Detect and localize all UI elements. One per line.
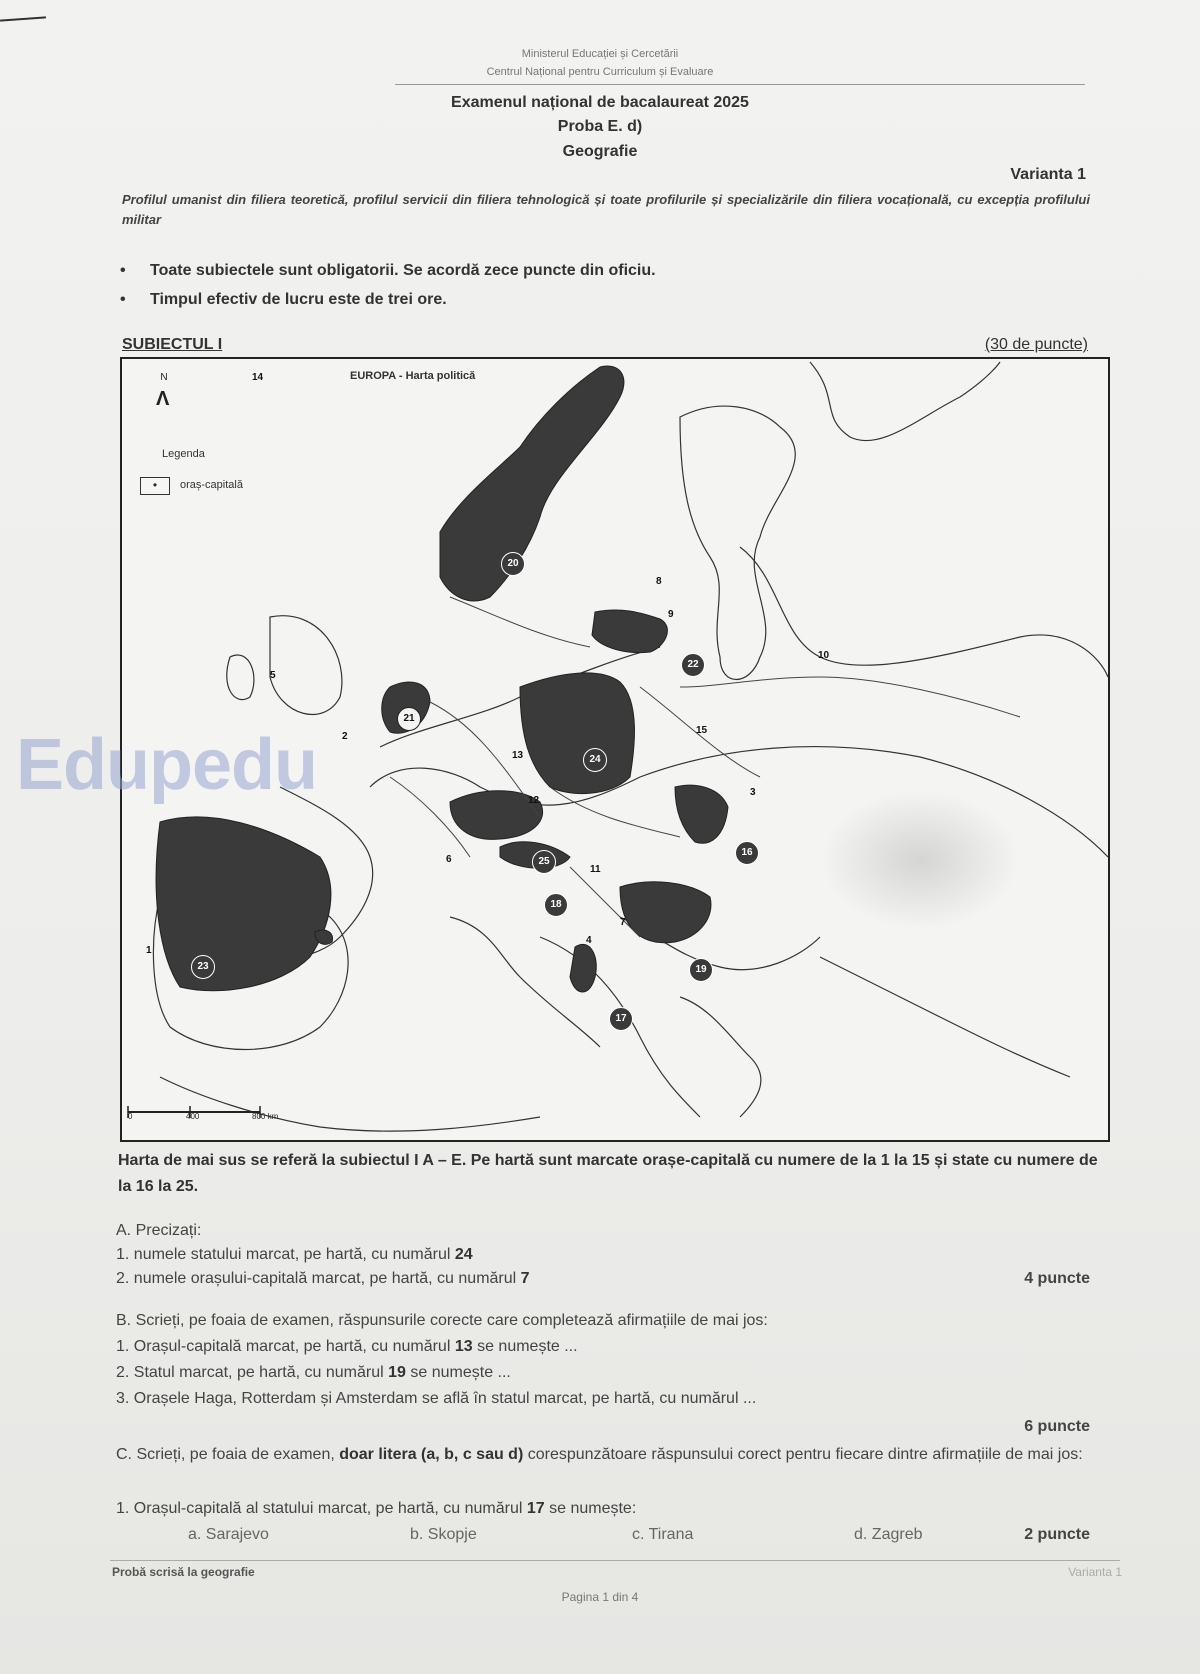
section-b-title xyxy=(116,1312,768,1330)
section-b-q1 xyxy=(116,1338,578,1356)
state-label-20: 20 xyxy=(501,552,525,576)
exam-title: Examenul național de bacalaureat 2025 xyxy=(451,94,749,111)
section-b-q2-num: 19 xyxy=(388,1364,406,1381)
capital-label-6: 6 xyxy=(446,854,452,865)
option-a: a. Sarajevo xyxy=(188,1526,269,1543)
page-shadow xyxy=(820,790,1020,930)
capital-label-12: 12 xyxy=(528,795,540,806)
state-label-22: 22 xyxy=(681,653,705,677)
profile-description: Profilul umanist din filiera teoretică, profilul servicii din filiera tehnologică și toate profilurile și specializările din filiera vocațională, cu excepția profilului militar xyxy=(122,192,1090,227)
edupedu-watermark: Edupedu xyxy=(16,725,317,805)
state-label-23: 23 xyxy=(191,955,215,979)
section-c-title-bold: doar litera (a, b, c sau d) xyxy=(339,1446,524,1463)
section-b-q2-suffix: se numește ... xyxy=(405,1364,511,1381)
capital-label-11: 11 xyxy=(590,864,601,875)
section-b-q1-num: 13 xyxy=(454,1338,473,1355)
capital-label-15: 15 xyxy=(696,725,708,736)
footer-left: Probă scrisă la geografie xyxy=(112,1565,255,1579)
ministry-name: Ministerul Educației și Cercetării xyxy=(521,48,679,60)
capital-label-8: 8 xyxy=(656,576,662,587)
section-a-title-text: A. Precizați: xyxy=(116,1222,202,1239)
capital-label-5: 5 xyxy=(270,670,276,681)
section-b-q3: 3. Orașele Haga, Rotterdam și Amsterdam se află în statul marcat, pe hartă, cu numărul ... xyxy=(116,1390,757,1407)
section-a-title xyxy=(116,1222,201,1240)
subject-one-title: SUBIECTUL I xyxy=(122,336,223,353)
page-number: Pagina 1 din 4 xyxy=(561,1590,639,1604)
section-a-q2 xyxy=(116,1270,530,1288)
exam-rules xyxy=(120,262,656,320)
section-b-q1-text: 1. Orașul-capitală marcat, pe hartă, cu numărul xyxy=(116,1338,455,1355)
subject-title: Geografie xyxy=(562,143,638,160)
capital-label-3: 3 xyxy=(750,787,756,798)
footer-divider xyxy=(110,1560,1120,1561)
section-c-points: 2 puncte xyxy=(1024,1526,1090,1543)
header-divider xyxy=(395,84,1085,85)
rule-item: • Toate subiectele sunt obligatorii. Se acordă zece puncte din oficiu. xyxy=(120,262,656,291)
option-d: d. Zagreb xyxy=(854,1526,923,1543)
state-label-21: 21 xyxy=(397,707,421,731)
capital-label-2: 2 xyxy=(342,731,348,742)
north-arrow-icon: Λ xyxy=(156,388,170,410)
capital-label-7: 7 xyxy=(620,917,626,928)
scale-label: 800 km xyxy=(252,1112,279,1121)
north-label: N xyxy=(160,372,168,383)
capital-label-10: 10 xyxy=(818,650,830,661)
state-label-17: 17 xyxy=(609,1007,633,1031)
section-b-q2-text: 2. Statul marcat, pe hartă, cu numărul xyxy=(116,1364,389,1381)
section-c-q1 xyxy=(116,1500,636,1518)
section-b-title-text: B. Scrieți, pe foaia de examen, răspunsurile corecte care completează afirmațiile de mai jos: xyxy=(116,1312,768,1329)
subject-one-points: (30 de puncte) xyxy=(984,336,1088,353)
state-label-16: 16 xyxy=(735,841,759,865)
section-c-title-suffix: corespunzătoare răspunsului corect pentru fiecare dintre afirmațiile de mai jos: xyxy=(523,1446,1083,1463)
proba-title: Proba E. d) xyxy=(557,118,643,135)
state-label-18: 18 xyxy=(544,893,568,917)
center-name: Centrul Național pentru Curriculum și Evaluare xyxy=(486,66,714,78)
section-a-q1-text: 1. numele statului marcat, pe hartă, cu numărul xyxy=(116,1246,455,1263)
section-a-q2-num: 7 xyxy=(520,1270,530,1287)
section-a-points: 4 puncte xyxy=(1024,1270,1090,1287)
footer-right: Varianta 1 xyxy=(1068,1565,1122,1579)
map-intro-text: Harta de mai sus se referă la subiectul I A – E. Pe hartă sunt marcate orașe-capitală cu numere de la 1 la 15 și state cu numere de la 16 la 25. xyxy=(118,1152,1098,1195)
capital-label-1: 1 xyxy=(146,945,152,956)
section-c-title xyxy=(116,1446,1116,1464)
legend-capital-symbol: • xyxy=(140,477,170,495)
state-label-24: 24 xyxy=(583,748,607,772)
section-a-q1 xyxy=(116,1246,473,1264)
capital-label-14: 14 xyxy=(252,372,264,383)
section-b-q1-suffix: se numește ... xyxy=(472,1338,578,1355)
pen-mark xyxy=(0,16,46,21)
state-17-albania xyxy=(570,944,596,992)
option-c: c. Tirana xyxy=(632,1526,694,1543)
map-title: EUROPA - Harta politică xyxy=(350,370,476,382)
section-b-q2 xyxy=(116,1364,511,1382)
capital-label-4: 4 xyxy=(586,935,592,946)
rule-item: • Timpul efectiv de lucru este de trei ore. xyxy=(120,291,656,320)
capital-label-13: 13 xyxy=(512,750,524,761)
state-label-25: 25 xyxy=(532,850,556,874)
option-b: b. Skopje xyxy=(410,1526,477,1543)
varianta-label: Varianta 1 xyxy=(1010,166,1086,183)
section-c-q1-num: 17 xyxy=(526,1500,545,1517)
legend-title: Legenda xyxy=(162,448,205,460)
section-b-points: 6 puncte xyxy=(1024,1418,1090,1435)
scale-label: 0 xyxy=(128,1112,133,1121)
section-c-title-text: C. Scrieți, pe foaia de examen, xyxy=(116,1446,340,1463)
scale-label: 400 xyxy=(186,1112,200,1121)
section-a-q2-text: 2. numele orașului-capitală marcat, pe hartă, cu numărul xyxy=(116,1270,521,1287)
section-c-q1-text: 1. Orașul-capitală al statului marcat, pe hartă, cu numărul xyxy=(116,1500,527,1517)
section-a-q1-num: 24 xyxy=(454,1246,473,1263)
capital-label-9: 9 xyxy=(668,609,674,620)
section-c-q1-suffix: se numește: xyxy=(544,1500,637,1517)
state-label-19: 19 xyxy=(689,958,713,982)
legend-capital-label: oraș-capitală xyxy=(180,479,243,491)
